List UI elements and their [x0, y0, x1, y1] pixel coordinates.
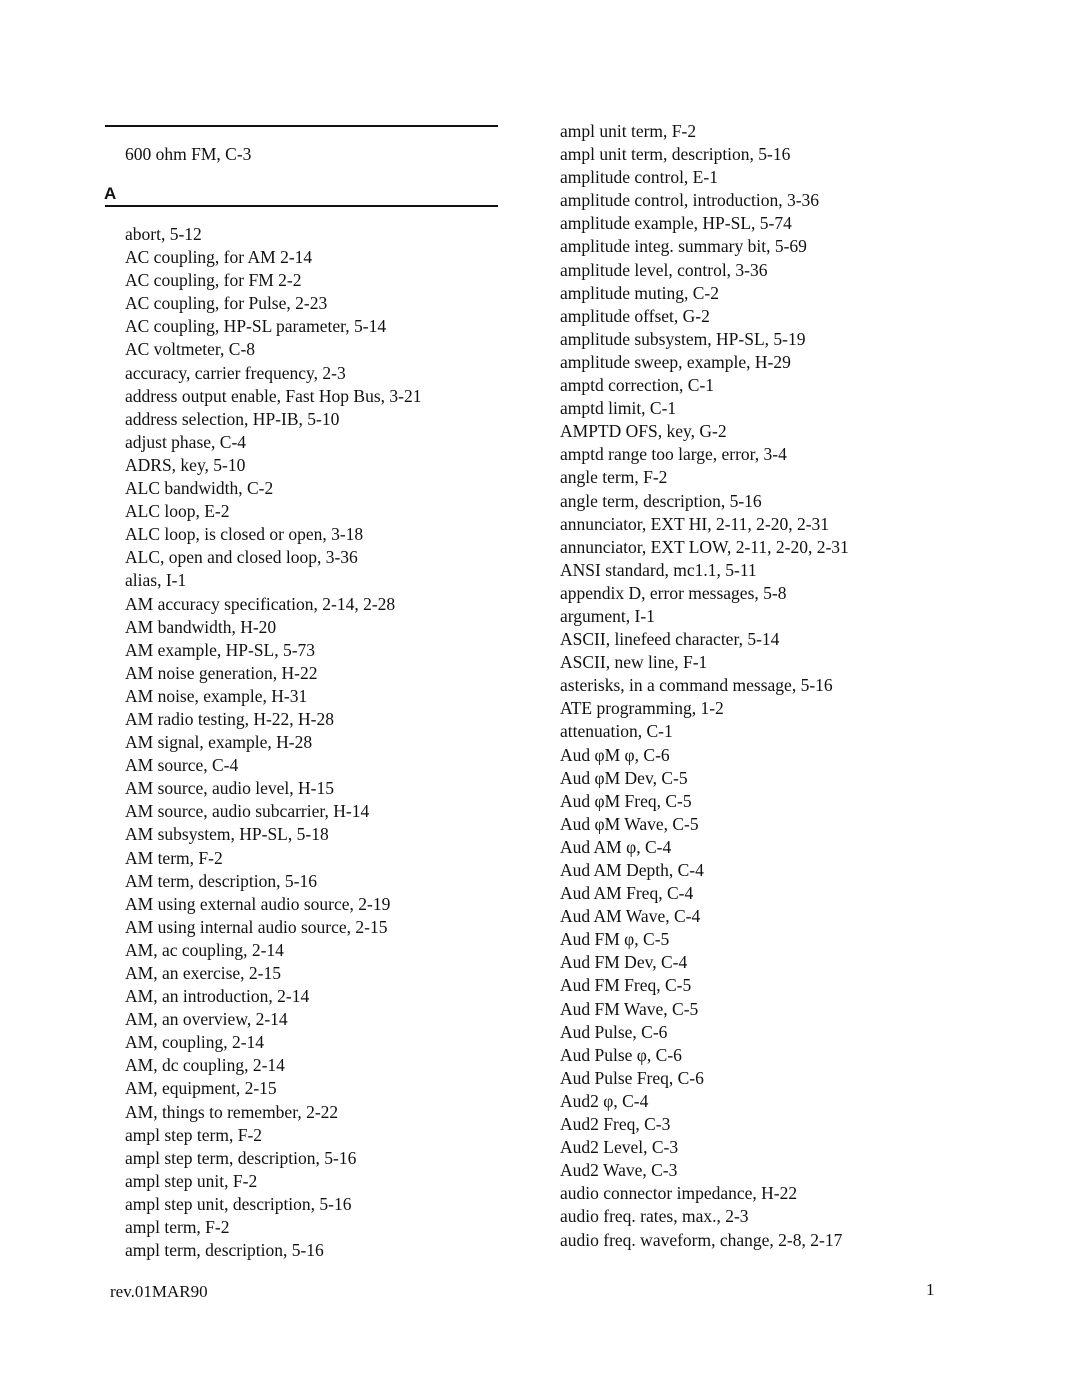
- index-entry: Aud AM Depth, C-4: [560, 860, 704, 880]
- index-entry: ampl step term, F-2: [125, 1124, 263, 1145]
- index-entry: AM, things to remember, 2-22: [125, 1101, 339, 1122]
- index-entry: AC coupling, for AM 2-14: [125, 247, 313, 268]
- index-entry: AM radio testing, H-22, H-28: [125, 708, 335, 729]
- index-entry: Aud2 Level, C-3: [560, 1137, 679, 1158]
- index-entry: amplitude integ. summary bit, 5-69: [560, 236, 807, 257]
- index-entry: audio connector impedance, H-22: [560, 1183, 798, 1204]
- index-entry: ampl term, F-2: [125, 1217, 230, 1238]
- page-number: 1: [926, 1280, 935, 1299]
- index-entry: AM example, HP-SL, 5-73: [125, 639, 316, 660]
- index-entry: AM noise generation, H-22: [125, 662, 318, 683]
- index-entry: amplitude control, introduction, 3-36: [560, 190, 820, 211]
- index-entry: AM, an exercise, 2-15: [125, 963, 281, 983]
- index-entry: accuracy, carrier frequency, 2-3: [125, 362, 346, 383]
- index-entry: AM, equipment, 2-15: [125, 1078, 277, 1099]
- index-entry: amptd correction, C-1: [560, 375, 715, 396]
- index-entry: amplitude sweep, example, H-29: [560, 351, 791, 372]
- index-entry: ASCII, new line, F-1: [560, 652, 708, 673]
- index-entry: Aud2 Wave, C-3: [560, 1160, 678, 1181]
- index-entry: ALC loop, is closed or open, 3-18: [125, 524, 364, 545]
- index-entry: ampl term, description, 5-16: [125, 1240, 324, 1261]
- index-entry: amplitude offset, G-2: [560, 305, 710, 326]
- index-entry: AC voltmeter, C-8: [125, 339, 256, 360]
- index-entry: ADRS, key, 5-10: [125, 454, 246, 475]
- index-entry: AMPTD OFS, key, G-2: [560, 421, 727, 442]
- index-entry: attenuation, C-1: [560, 721, 673, 742]
- index-entry: ANSI standard, mc1.1, 5-11: [560, 559, 757, 580]
- index-entry: AM, ac coupling, 2-14: [125, 939, 284, 960]
- index-entry: Aud AM Freq, C-4: [560, 883, 694, 904]
- index-entry: amplitude subsystem, HP-SL, 5-19: [560, 328, 806, 349]
- index-entry: AM source, audio subcarrier, H-14: [125, 801, 370, 822]
- index-entry: argument, I-1: [560, 605, 655, 626]
- index-entry: Aud2 Freq, C-3: [560, 1114, 671, 1135]
- index-entry: AM, dc coupling, 2-14: [125, 1055, 285, 1076]
- index-entry: audio freq. waveform, change, 2-8, 2-17: [560, 1229, 843, 1250]
- index-entry: AM source, audio level, H-15: [125, 778, 334, 799]
- index-entry: ampl step unit, F-2: [125, 1170, 258, 1191]
- top-rule: [105, 125, 498, 127]
- index-entry: angle term, F-2: [560, 467, 668, 488]
- index-entry: amptd limit, C-1: [560, 398, 677, 419]
- index-entry: AM signal, example, H-28: [125, 732, 313, 753]
- index-entry: address selection, HP-IB, 5-10: [125, 408, 340, 429]
- index-entry: address output enable, Fast Hop Bus, 3-21: [125, 385, 422, 406]
- index-column-left: [125, 223, 422, 1262]
- index-entry: ASCII, linefeed character, 5-14: [560, 629, 780, 650]
- index-entry: Aud FM Freq, C-5: [560, 975, 692, 996]
- index-entry: Aud φM φ, C-6: [560, 744, 670, 765]
- index-entry: asterisks, in a command message, 5-16: [560, 675, 833, 696]
- index-entry: Aud φM Dev, C-5: [560, 767, 688, 788]
- index-entry: AC coupling, HP-SL parameter, 5-14: [125, 316, 387, 337]
- index-entry: AM, an introduction, 2-14: [125, 986, 310, 1007]
- index-entry: AM, coupling, 2-14: [125, 1032, 265, 1053]
- index-entry: Aud2 φ, C-4: [560, 1090, 649, 1111]
- index-entry: annunciator, EXT HI, 2-11, 2-20, 2-31: [560, 513, 830, 534]
- index-entry: Aud AM φ, C-4: [560, 836, 672, 857]
- index-entry: ALC, open and closed loop, 3-36: [125, 547, 358, 568]
- index-entry: angle term, description, 5-16: [560, 490, 762, 511]
- index-column-right: [560, 120, 849, 1252]
- index-entry: Aud FM Wave, C-5: [560, 998, 699, 1019]
- index-entry: amplitude example, HP-SL, 5-74: [560, 213, 792, 234]
- index-entry: AC coupling, for Pulse, 2-23: [125, 293, 328, 314]
- index-entry: Aud AM Wave, C-4: [560, 906, 701, 927]
- index-entry: ALC loop, E-2: [125, 501, 230, 522]
- index-entry: AM term, F-2: [125, 847, 223, 868]
- index-entry: AM term, description, 5-16: [125, 870, 317, 891]
- index-entry: AM, an overview, 2-14: [125, 1009, 288, 1030]
- index-entry: AM accuracy specification, 2-14, 2-28: [125, 593, 396, 614]
- section-letter-heading: A: [104, 184, 117, 203]
- index-entry: amplitude level, control, 3-36: [560, 259, 768, 280]
- index-entry: AC coupling, for FM 2-2: [125, 270, 302, 291]
- index-entry: Aud φM Freq, C-5: [560, 790, 692, 811]
- index-entry: AM subsystem, HP-SL, 5-18: [125, 824, 329, 845]
- index-entry: Aud FM φ, C-5: [560, 929, 670, 950]
- section-rule: [105, 205, 498, 207]
- index-entry: Aud Pulse Freq, C-6: [560, 1067, 704, 1088]
- index-entry: amptd range too large, error, 3-4: [560, 444, 787, 465]
- index-entry: AM source, C-4: [125, 755, 239, 776]
- index-entry: amplitude control, E-1: [560, 167, 718, 188]
- index-entry: AM using internal audio source, 2-15: [125, 916, 388, 937]
- index-entry: ATE programming, 1-2: [560, 698, 724, 719]
- index-entry: ALC bandwidth, C-2: [125, 478, 274, 499]
- index-entry: adjust phase, C-4: [125, 431, 247, 452]
- index-entry: ampl unit term, F-2: [560, 121, 697, 141]
- index-entry: alias, I-1: [125, 570, 187, 591]
- index-entry: AM using external audio source, 2-19: [125, 893, 391, 914]
- index-entry: ampl step term, description, 5-16: [125, 1147, 357, 1168]
- index-entry: AM noise, example, H-31: [125, 685, 308, 706]
- index-entry: Aud Pulse φ, C-6: [560, 1044, 682, 1065]
- index-entry: audio freq. rates, max., 2-3: [560, 1206, 749, 1227]
- index-entry: Aud Pulse, C-6: [560, 1021, 668, 1042]
- index-entry: annunciator, EXT LOW, 2-11, 2-20, 2-31: [560, 536, 849, 557]
- index-entry: ampl step unit, description, 5-16: [125, 1193, 352, 1214]
- index-entry: Aud φM Wave, C-5: [560, 813, 699, 834]
- index-entry: abort, 5-12: [125, 224, 202, 244]
- index-entry: ampl unit term, description, 5-16: [560, 144, 791, 165]
- index-entry: amplitude muting, C-2: [560, 282, 719, 303]
- index-entry: AM bandwidth, H-20: [125, 616, 277, 637]
- index-entry-600-ohm: 600 ohm FM, C-3: [125, 144, 252, 164]
- revision-label: rev.01MAR90: [110, 1282, 208, 1301]
- index-entry: Aud FM Dev, C-4: [560, 952, 688, 973]
- index-entry: appendix D, error messages, 5-8: [560, 582, 787, 603]
